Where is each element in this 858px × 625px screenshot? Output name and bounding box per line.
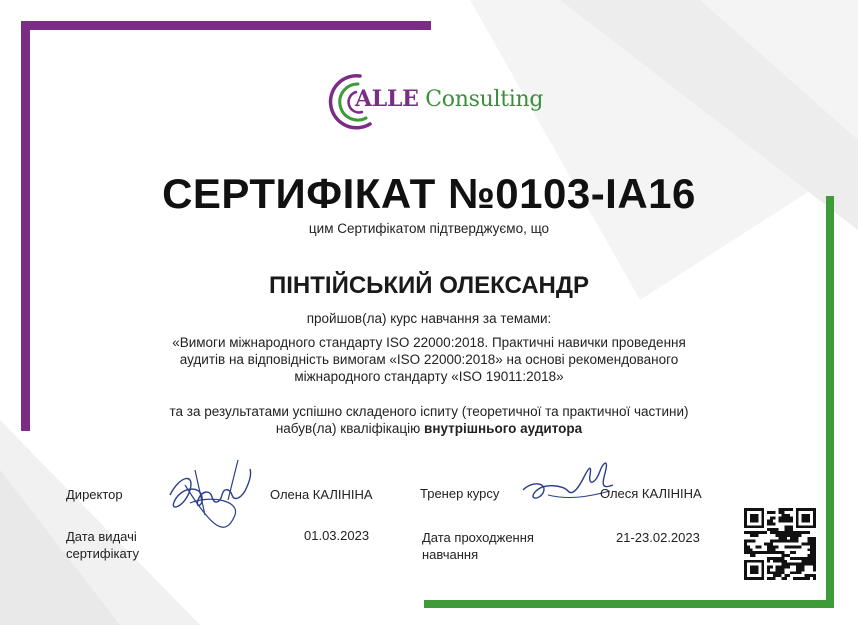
qualification-prefix: набув(ла) кваліфікацію — [275, 421, 425, 436]
topic-line-2: аудитів на відповідність вимогам «ISO 22000:2018» на основі рекомендованого — [179, 352, 679, 367]
qualification-bold: внутрішнього аудитора — [424, 421, 583, 436]
issue-date: 01.03.2023 — [304, 528, 370, 543]
trainer-signature — [518, 455, 618, 510]
qualification-line — [0, 421, 858, 436]
trainer-role: Тренер курсу — [420, 486, 500, 501]
recipient-name: ПІНТІЙСЬКИЙ ОЛЕКСАНДР — [269, 272, 589, 299]
director-signature — [150, 455, 265, 540]
frame-purple-top — [21, 21, 431, 30]
director-name: Олена КАЛІНІНА — [270, 487, 373, 502]
frame-green-bottom — [424, 600, 834, 608]
topic-line-1: «Вимоги міжнародного стандарту ISO 22000:2018. Практичні навички проведення — [172, 335, 686, 350]
trainer-name: Олеся КАЛІНІНА — [600, 486, 702, 501]
frame-green-right — [826, 196, 834, 608]
logo-brand: ALLE — [355, 86, 419, 112]
completed-line: пройшов(ла) курс навчання за темами: — [306, 311, 552, 326]
certificate-title: СЕРТИФІКАТ №0103-IA16 — [162, 170, 696, 217]
director-role: Директор — [66, 487, 123, 502]
subtitle: цим Сертифікатом підтверджуємо, що — [308, 221, 550, 236]
training-date: 21-23.02.2023 — [616, 530, 700, 545]
topic-line-3: міжнародного стандарту «ISO 19011:2018» — [294, 369, 564, 384]
logo-rest: Consulting — [418, 87, 544, 112]
result-line: та за результатами успішно складеного іспиту (теоретичної та практичної частини) — [169, 404, 689, 419]
issue-label-2: сертифікату — [66, 546, 139, 561]
training-label-1: Дата проходження — [422, 530, 534, 545]
issue-label-1: Дата видачі — [66, 529, 137, 544]
logo-text — [355, 86, 543, 112]
qr-code-icon — [744, 508, 816, 580]
training-label-2: навчання — [422, 547, 479, 562]
